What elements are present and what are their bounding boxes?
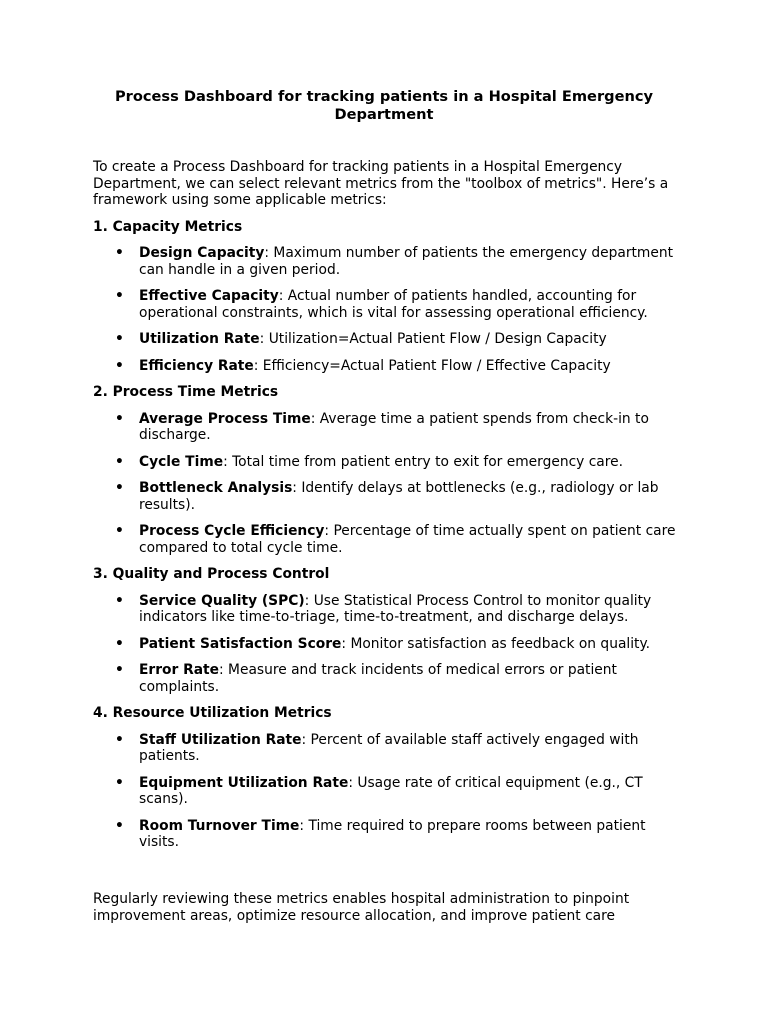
metric-description: : Actual number of patients handled, accounting for operational constraints, which is vital for assessing operational efficiency. (139, 288, 648, 321)
bullet-icon: • (115, 635, 124, 652)
section-heading: 3. Quality and Process Control (93, 566, 330, 582)
metric-list-item (93, 411, 683, 444)
metric-list-item (93, 358, 683, 375)
metric-description: : Time required to prepare rooms between patient visits. (139, 817, 646, 850)
metric-term: Error Rate (139, 662, 220, 678)
metric-description: : Efficiency=Actual Patient Flow / Effective Capacity (253, 357, 611, 374)
metric-list (93, 245, 683, 374)
metric-term: Equipment Utilization Rate (139, 774, 349, 791)
bullet-icon: • (115, 245, 124, 261)
metric-description: : Percent of available staff actively engaged with patients. (139, 731, 639, 764)
metric-list-item (93, 331, 683, 348)
metric-list-item (93, 288, 683, 321)
metric-term: Efficiency Rate (139, 357, 254, 374)
metric-sections (93, 219, 683, 851)
bullet-icon: • (115, 357, 124, 374)
bullet-icon: • (115, 480, 124, 496)
document-title: Process Dashboard for tracking patients in a Hospital Emergency Department (114, 88, 654, 123)
metric-term: Patient Satisfaction Score (139, 635, 342, 652)
bullet-icon: • (115, 774, 124, 791)
bullet-icon: • (115, 817, 124, 834)
metric-description: : Usage rate of critical equipment (e.g., CT scans). (139, 774, 643, 807)
document-body (93, 159, 683, 861)
metric-term: Effective Capacity (139, 288, 279, 304)
metric-list-item (93, 818, 683, 851)
metric-list-item (93, 593, 683, 626)
metric-term: Average Process Time (139, 410, 311, 427)
metric-term: Design Capacity (139, 245, 265, 261)
metric-list (93, 411, 683, 557)
intro-paragraph: To create a Process Dashboard for tracking patients in a Hospital Emergency Department, we can select relevant metrics from the "toolbox of metrics". Here’s a framework using some applicable metrics: (93, 159, 669, 208)
section-heading: 1. Capacity Metrics (93, 218, 243, 235)
metric-term: Utilization Rate (139, 331, 260, 347)
metric-description: : Monitor satisfaction as feedback on quality. (341, 635, 651, 652)
metric-list-item (93, 523, 683, 556)
bullet-icon: • (115, 662, 124, 678)
metric-list-item (93, 662, 683, 695)
metric-list-item (93, 454, 683, 471)
metric-description: : Utilization=Actual Patient Flow / Design Capacity (259, 331, 607, 347)
metric-term: Bottleneck Analysis (139, 480, 293, 496)
metric-term: Process Cycle Efficiency (139, 523, 325, 539)
section-heading: 4. Resource Utilization Metrics (93, 705, 332, 721)
metric-description: : Percentage of time actually spent on patient care compared to total cycle time. (139, 523, 676, 556)
metric-description: : Use Statistical Process Control to monitor quality indicators like time-to-triage, time-to-treatment, and discharge delays. (139, 592, 652, 625)
bullet-icon: • (115, 331, 124, 347)
metric-list-item (93, 636, 683, 653)
bullet-icon: • (115, 453, 124, 470)
bullet-icon: • (115, 523, 124, 539)
metric-description: : Identify delays at bottlenecks (e.g., radiology or lab results). (139, 480, 659, 513)
bullet-icon: • (115, 410, 124, 427)
metric-term: Room Turnover Time (139, 817, 300, 834)
metric-term: Cycle Time (139, 453, 224, 470)
metric-term: Service Quality (SPC) (139, 592, 305, 609)
metric-list-item (93, 480, 683, 513)
metric-list-item (93, 775, 683, 808)
metric-list (93, 732, 683, 851)
metric-list-item (93, 245, 683, 278)
section-heading: 2. Process Time Metrics (93, 384, 279, 400)
metric-description: : Total time from patient entry to exit for emergency care. (223, 453, 623, 470)
metric-term: Staff Utilization Rate (139, 731, 302, 748)
bullet-icon: • (115, 592, 124, 609)
closing-paragraph: Regularly reviewing these metrics enables hospital administration to pinpoint improvement areas, optimize resource allocation, and improve patient care (93, 891, 630, 924)
bullet-icon: • (115, 288, 124, 304)
bullet-icon: • (115, 731, 124, 748)
metric-list (93, 593, 683, 696)
metric-description: : Average time a patient spends from check-in to discharge. (139, 410, 649, 443)
metric-description: : Maximum number of patients the emergency department can handle in a given period. (139, 245, 673, 278)
metric-description: : Measure and track incidents of medical errors or patient complaints. (139, 662, 617, 695)
metric-list-item (93, 732, 683, 765)
